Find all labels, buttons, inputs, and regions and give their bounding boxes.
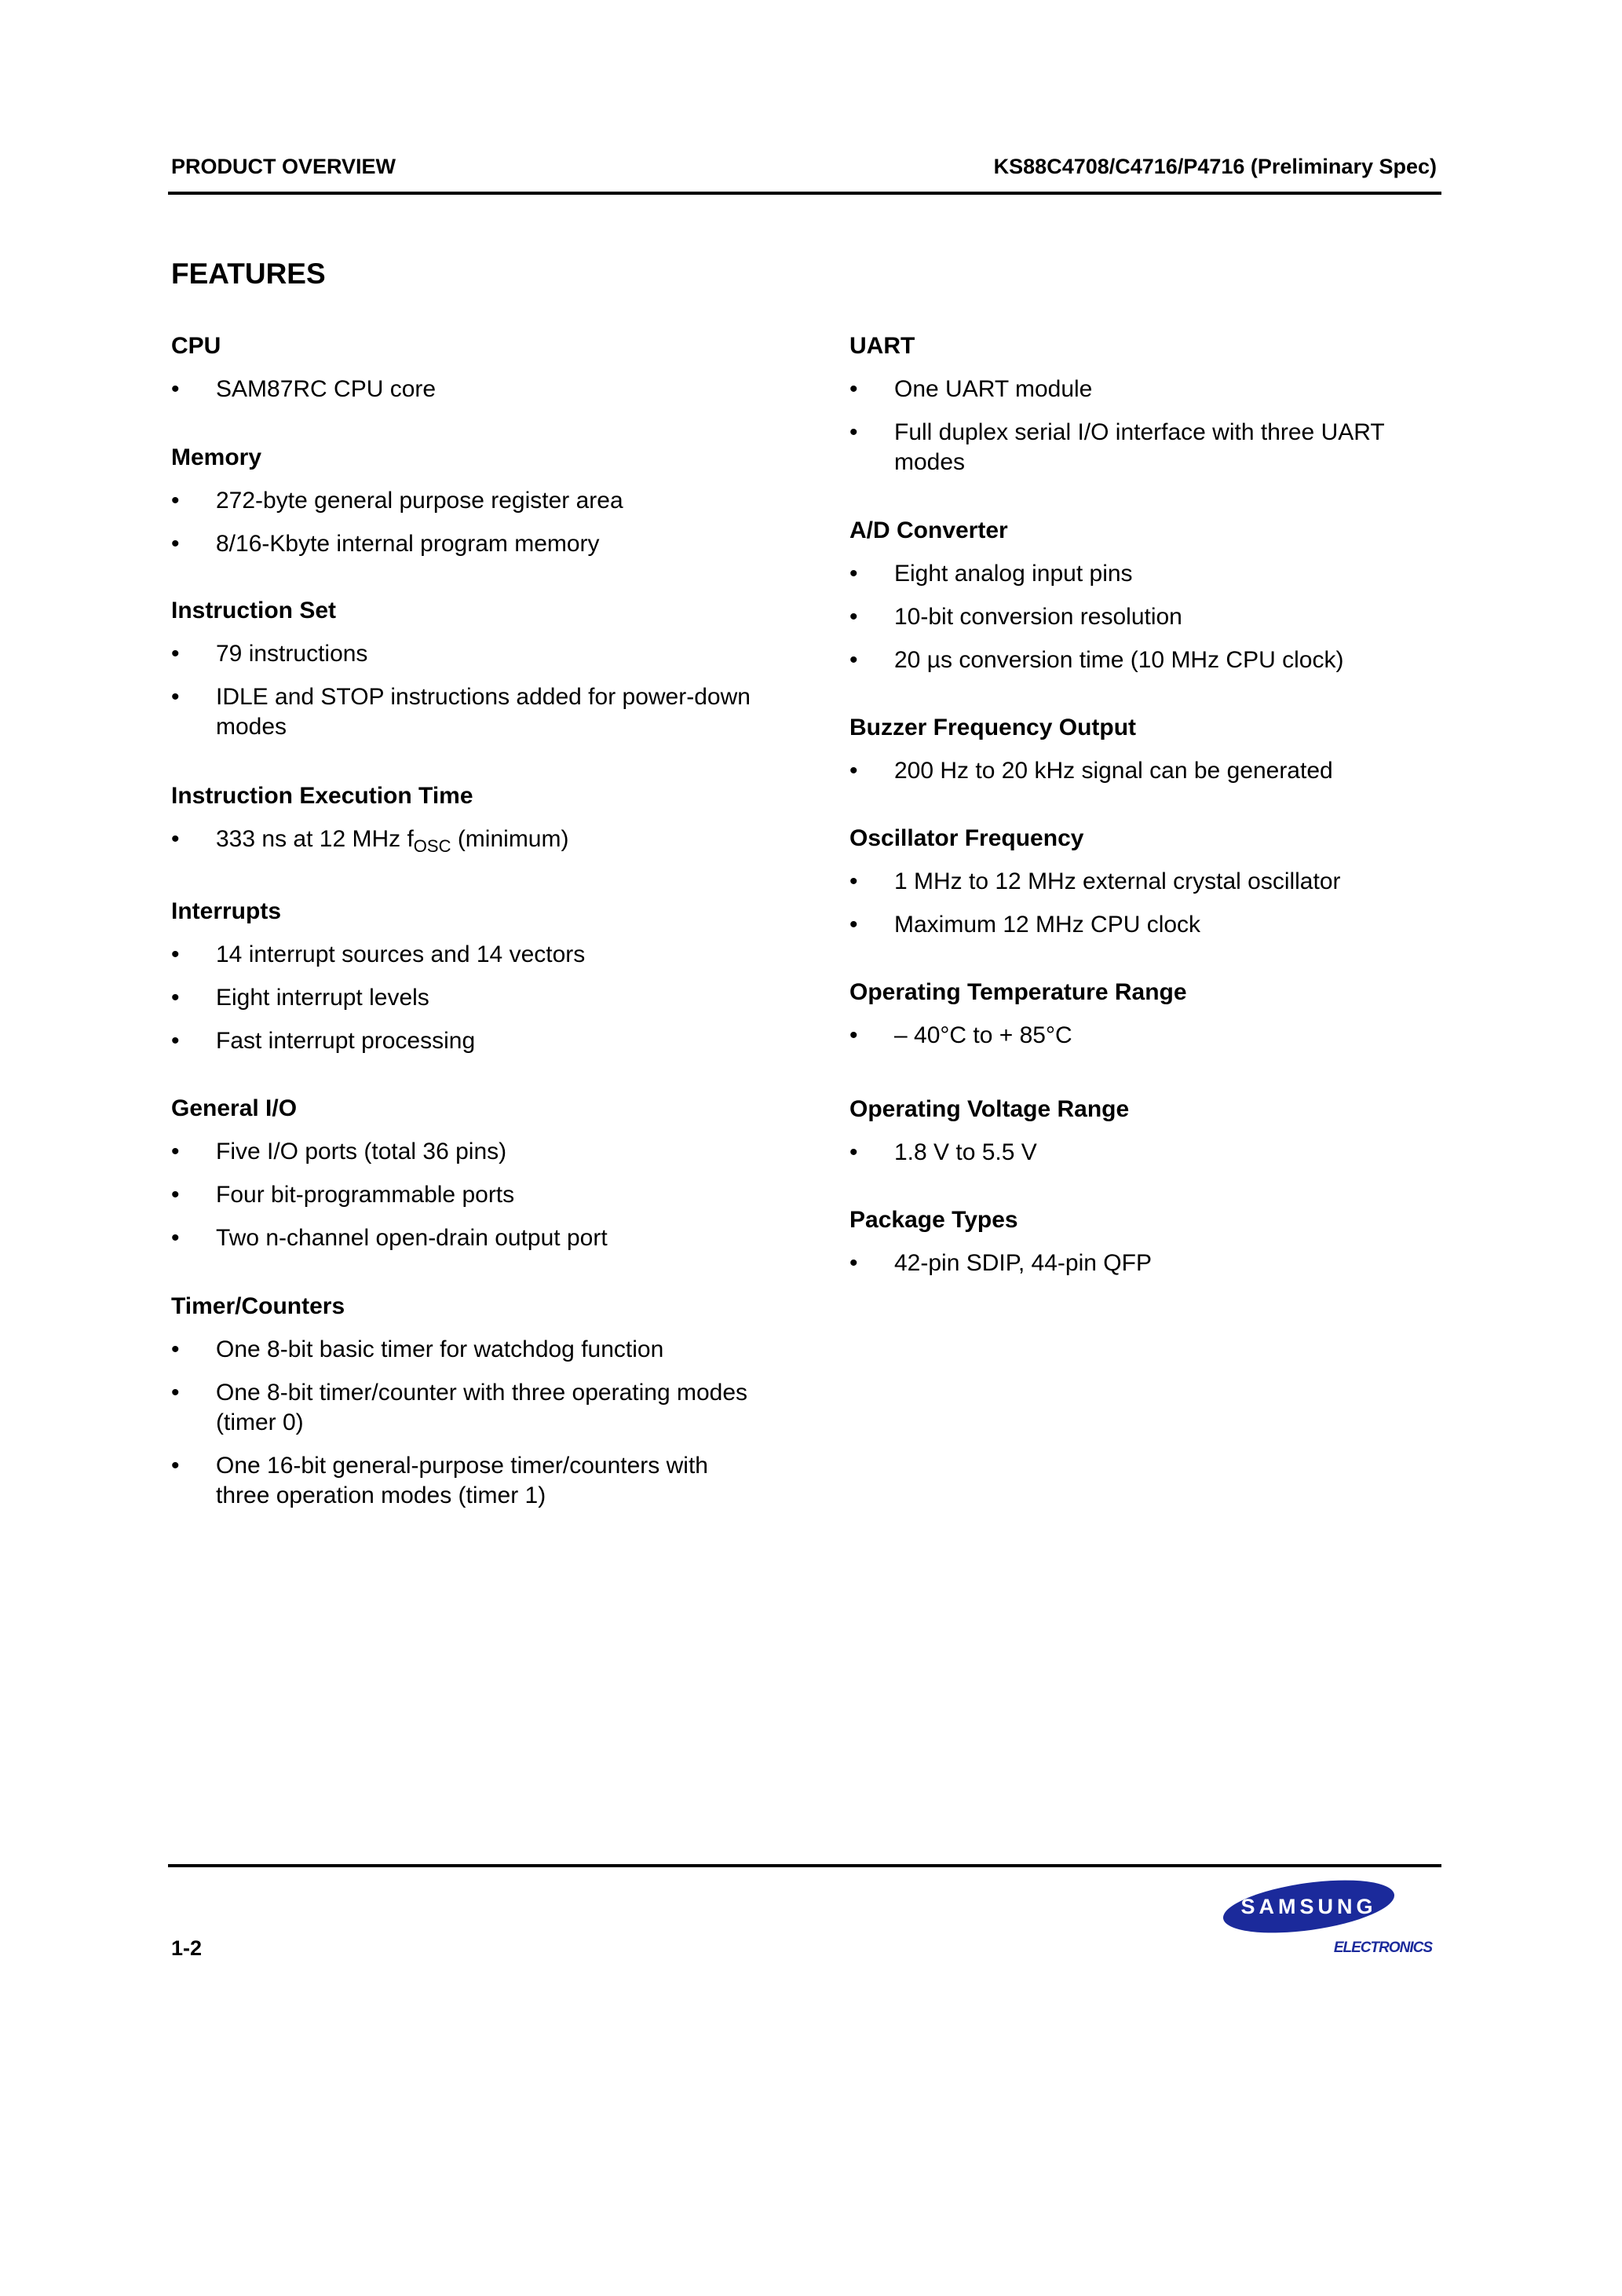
bullet-icon: • bbox=[171, 1028, 180, 1054]
feature-text: Eight interrupt levels bbox=[216, 985, 429, 1011]
bullet-icon: • bbox=[171, 1336, 180, 1362]
feature-section bbox=[849, 1095, 1446, 1181]
section-heading: UART bbox=[849, 333, 915, 359]
feature-list-item bbox=[171, 529, 768, 559]
feature-text: 14 interrupt sources and 14 vectors bbox=[216, 941, 586, 967]
section-heading: General I/O bbox=[171, 1095, 298, 1121]
feature-text: Maximum 12 MHz CPU clock bbox=[894, 912, 1201, 938]
feature-text: One 8-bit timer/counter with three operating modes (timer 0) bbox=[216, 1380, 748, 1435]
feature-list-item bbox=[849, 418, 1446, 477]
bullet-icon: • bbox=[171, 1139, 180, 1164]
feature-text: – 40°C to + 85°C bbox=[894, 1022, 1072, 1048]
bullet-icon: • bbox=[849, 647, 858, 673]
feature-text: SAM87RC CPU core bbox=[216, 376, 437, 402]
feature-section bbox=[849, 714, 1446, 799]
samsung-electronics-logo bbox=[1187, 1874, 1438, 1960]
page-title: FEATURES bbox=[171, 258, 326, 290]
page-number: 1-2 bbox=[171, 1936, 203, 1960]
feature-text: Two n-channel open-drain output port bbox=[216, 1225, 608, 1251]
feature-list-item bbox=[171, 1451, 768, 1511]
feature-list-item bbox=[171, 375, 768, 404]
bullet-icon: • bbox=[171, 941, 180, 967]
bullet-icon: • bbox=[171, 684, 180, 710]
feature-text: 1 MHz to 12 MHz external crystal oscillator bbox=[894, 868, 1341, 894]
feature-text: One UART module bbox=[894, 376, 1093, 402]
feature-list-item bbox=[849, 559, 1446, 589]
section-heading: Timer/Counters bbox=[171, 1293, 345, 1319]
feature-text: 42-pin SDIP, 44-pin QFP bbox=[894, 1250, 1152, 1276]
feature-text: Four bit-programmable ports bbox=[216, 1182, 515, 1208]
feature-section bbox=[849, 824, 1446, 953]
feature-text: 79 instructions bbox=[216, 641, 368, 667]
feature-section bbox=[171, 1095, 768, 1267]
feature-list-item bbox=[849, 756, 1446, 786]
bullet-icon: • bbox=[849, 604, 858, 630]
feature-text: Full duplex serial I/O interface with three UART modes bbox=[894, 419, 1385, 475]
feature-text: IDLE and STOP instructions added for power-down modes bbox=[216, 684, 751, 740]
feature-section bbox=[171, 898, 768, 1069]
feature-section bbox=[171, 597, 768, 755]
feature-text: Eight analog input pins bbox=[894, 561, 1133, 587]
feature-text: One 8-bit basic timer for watchdog function bbox=[216, 1336, 664, 1362]
feature-section bbox=[171, 1292, 768, 1524]
feature-text: One 16-bit general-purpose timer/counters with three operation modes (timer 1) bbox=[216, 1453, 708, 1508]
section-heading: Instruction Set bbox=[171, 598, 337, 623]
section-heading: Buzzer Frequency Output bbox=[849, 715, 1137, 740]
feature-section bbox=[849, 978, 1446, 1064]
feature-list-item bbox=[849, 1249, 1446, 1278]
bullet-icon: • bbox=[171, 488, 180, 514]
feature-text: (minimum) bbox=[451, 826, 569, 852]
section-heading: Operating Voltage Range bbox=[849, 1096, 1130, 1122]
feature-section bbox=[849, 332, 1446, 491]
bullet-icon: • bbox=[171, 641, 180, 667]
feature-list-item bbox=[171, 824, 768, 861]
section-heading: Memory bbox=[171, 444, 262, 470]
feature-list-item bbox=[171, 639, 768, 669]
bullet-icon: • bbox=[849, 376, 858, 402]
feature-section bbox=[171, 782, 768, 875]
feature-list-item bbox=[849, 645, 1446, 675]
bullet-icon: • bbox=[849, 1250, 858, 1276]
feature-section bbox=[171, 332, 768, 418]
bullet-icon: • bbox=[849, 868, 858, 894]
feature-section bbox=[849, 517, 1446, 689]
feature-list-item bbox=[171, 1026, 768, 1056]
feature-subscript: OSC bbox=[413, 836, 451, 856]
feature-list-item bbox=[171, 1223, 768, 1253]
bullet-icon: • bbox=[849, 1139, 858, 1165]
feature-text: 8/16-Kbyte internal program memory bbox=[216, 531, 600, 557]
feature-list-item bbox=[171, 1180, 768, 1210]
feature-list-item bbox=[171, 1335, 768, 1365]
footer-divider bbox=[168, 1864, 1441, 1867]
feature-list-item bbox=[171, 983, 768, 1013]
feature-text: 333 ns at 12 MHz f bbox=[216, 826, 414, 852]
section-heading: A/D Converter bbox=[849, 517, 1008, 543]
feature-list-item bbox=[171, 940, 768, 970]
feature-list-item bbox=[849, 867, 1446, 897]
feature-text: Fast interrupt processing bbox=[216, 1028, 476, 1054]
bullet-icon: • bbox=[171, 1453, 180, 1479]
bullet-icon: • bbox=[171, 531, 180, 557]
section-heading: Instruction Execution Time bbox=[171, 783, 473, 809]
header-section-label: PRODUCT OVERVIEW bbox=[171, 155, 396, 178]
feature-list-item bbox=[849, 910, 1446, 940]
bullet-icon: • bbox=[849, 912, 858, 938]
feature-list-item bbox=[849, 375, 1446, 404]
header-document-title: KS88C4708/C4716/P4716 (Preliminary Spec) bbox=[993, 155, 1437, 178]
feature-text: 272-byte general purpose register area bbox=[216, 488, 623, 514]
feature-list-item bbox=[171, 1378, 768, 1438]
feature-list-item bbox=[171, 682, 768, 742]
feature-section bbox=[171, 444, 768, 572]
feature-list-item bbox=[849, 602, 1446, 632]
logo-wordmark: SAMSUNG bbox=[1240, 1895, 1377, 1918]
feature-text: 200 Hz to 20 kHz signal can be generated bbox=[894, 758, 1333, 784]
logo-subtitle: ELECTRONICS bbox=[1333, 1940, 1432, 1956]
feature-list-item bbox=[171, 486, 768, 516]
bullet-icon: • bbox=[849, 419, 858, 445]
bullet-icon: • bbox=[849, 758, 858, 784]
bullet-icon: • bbox=[849, 1022, 858, 1048]
section-heading: Package Types bbox=[849, 1207, 1018, 1233]
section-heading: Oscillator Frequency bbox=[849, 825, 1084, 851]
feature-section bbox=[849, 1206, 1446, 1292]
bullet-icon: • bbox=[849, 561, 858, 587]
bullet-icon: • bbox=[171, 826, 180, 852]
feature-text: 20 µs conversion time (10 MHz CPU clock) bbox=[894, 647, 1344, 673]
feature-list-item bbox=[849, 1021, 1446, 1051]
bullet-icon: • bbox=[171, 376, 180, 402]
section-heading: CPU bbox=[171, 333, 221, 359]
feature-list-item bbox=[171, 1137, 768, 1167]
feature-text: Five I/O ports (total 36 pins) bbox=[216, 1139, 507, 1164]
bullet-icon: • bbox=[171, 1182, 180, 1208]
feature-text: 10-bit conversion resolution bbox=[894, 604, 1182, 630]
feature-list-item bbox=[849, 1138, 1446, 1168]
bullet-icon: • bbox=[171, 1225, 180, 1251]
samsung-logo-icon bbox=[1187, 1874, 1438, 1940]
bullet-icon: • bbox=[171, 1380, 180, 1406]
section-heading: Interrupts bbox=[171, 898, 282, 924]
header-divider bbox=[168, 192, 1441, 195]
section-heading: Operating Temperature Range bbox=[849, 979, 1187, 1005]
bullet-icon: • bbox=[171, 985, 180, 1011]
feature-text: 1.8 V to 5.5 V bbox=[894, 1139, 1037, 1165]
